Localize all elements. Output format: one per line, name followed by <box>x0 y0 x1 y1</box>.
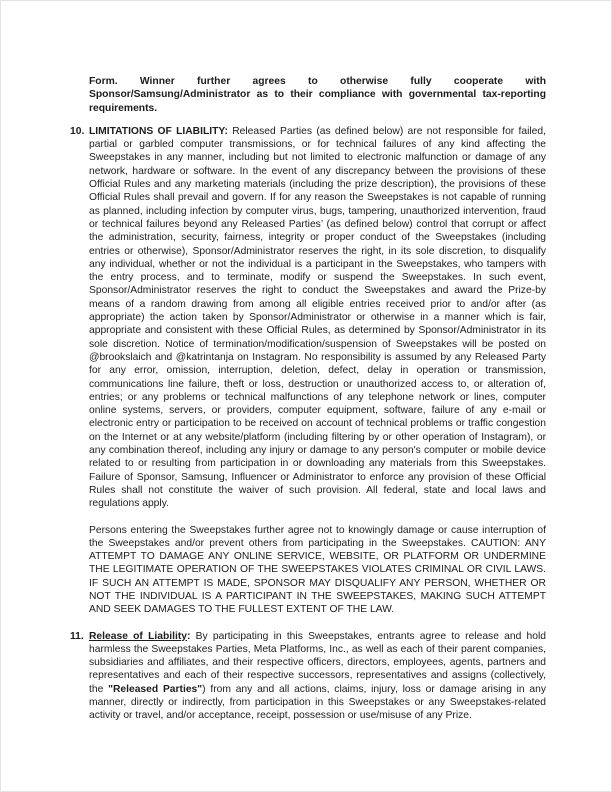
item-11-heading-colon: : <box>186 630 191 642</box>
item-10-paragraph-2: Persons entering the Sweepstakes further agree not to knowingly damage or cause interruption of the Sweepstakes and/or prevent others from participating in the Sweepstakes. CAUTION: ANY ATTEMPT TO DAMAGE ANY ONLINE SERVICE, WEBSITE, OR PLATFORM OR UNDERMINE THE LEGITIMATE OPERATION OF THE SWEEPSTAKES VIOLATES CRIMINAL OR CIVIL LAWS. IF SUCH AN ATTEMPT IS MADE, SPONSOR MAY DISQUALIFY ANY PERSON, WHETHER OR NOT THE INDIVIDUAL IS A PARTICIPANT IN THE SWEEPSTAKES, MAKING SUCH ATTEMPT AND SEEK DAMAGES TO THE FULLEST EXTENT OF THE LAW. <box>89 524 546 616</box>
item-11-heading: Release of Liability <box>89 630 187 642</box>
item-10-paragraph-1 <box>89 125 546 511</box>
intro-paragraph: Form. Winner further agrees to otherwise fully cooperate with Sponsor/Samsung/Administrator as to their compliance with governmental tax-reporting requirements. <box>89 76 546 114</box>
page-content <box>70 75 546 736</box>
item-11-body-text-pre: By participating in this Sweepstakes, entrants agree to release and hold harmless the Sweepstakes Parties, Meta Platforms, Inc., as well as each of their parent companies, subsidiaries and affiliates, and their respective officers, directors, employees, agents, partners and representatives and each of their respective successors, representatives and assigns (collectively, the <box>89 630 546 695</box>
list-item-11 <box>70 630 546 723</box>
item-10-number: 10. <box>70 125 85 137</box>
item-11-body-text-post: ) from any and all actions, claims, injury, loss or damage arising in any manner, directly or indirectly, from participation in this Sweepstakes or any Sweepstakes-related activity or travel, and/or acceptance, receipt, possession or use/misuse of any Prize. <box>89 683 546 722</box>
item-10-heading: LIMITATIONS OF LIABILITY: <box>89 125 233 137</box>
item-11-number: 11. <box>70 630 84 642</box>
list-item-10 <box>70 125 546 617</box>
item-11-released-parties-term: "Released Parties" <box>108 683 203 695</box>
item-11-paragraph <box>89 630 546 723</box>
item-10-body-text: Released Parties (as defined below) are not responsible for failed, partial or garbled computer transmissions, or for technical failures of any kind affecting the Sweepstakes in any manner, including but not limited to electronic malfunction or damage of any network, hardware or software. In the event of any discrepancy between the provisions of these Official Rules and any marketing materials (including the prize description), the provisions of these Official Rules shall prevail and govern. If for any reason the Sweepstakes is not capable of running as planned, including infection by computer virus, bugs, tampering, unauthorized intervention, fraud or technical failures beyond any Released Parties’ (as defined below) control that corrupt or affect the administration, security, fairness, integrity or proper conduct of the Sweepstakes (including entries or otherwise), Sponsor/Administrator reserves the right, in its sole discretion, to disqualify any individual, whether or not the individual is a participant in the Sweepstakes, who tampers with the entry process, and to terminate, modify or suspend the Sweepstakes. In such event, Sponsor/Administrator reserves the right to conduct the Sweepstakes and award the Prize-by means of a random drawing from among all eligible entries received prior to and/or after (as appropriate) the action taken by Sponsor/Administrator or otherwise in a manner which is fair, appropriate and consistent with these Official Rules, as determined by Sponsor/Administrator in its sole discretion. Notice of termination/modification/suspension of Sweepstakes will be posted on @brookslaich and @katrintanja on Instagram. No responsibility is assumed by any Released Party for any error, omission, interruption, deletion, defect, delay in operation or transmission, communications line failure, theft or loss, destruction or unauthorized access to, or alteration of, entries; or any problems or technical malfunctions of any telephone network or lines, computer online systems, servers, or providers, computer equipment, software, failure of any e-mail or electronic entry or participation to be received on account of technical problems or traffic congestion on the Internet or at any website/platform (including filtering by or other operation of Instagram), or any combination thereof, including any injury or damage to any person's computer or mobile device related to or resulting from participation in or downloading any materials from this Sweepstakes. Failure of Sponsor, Samsung, Influencer or Administrator to enforce any provision of these Official Rules shall not constitute the waiver of such provision. All federal, state and local laws and regulations apply. <box>89 125 546 510</box>
